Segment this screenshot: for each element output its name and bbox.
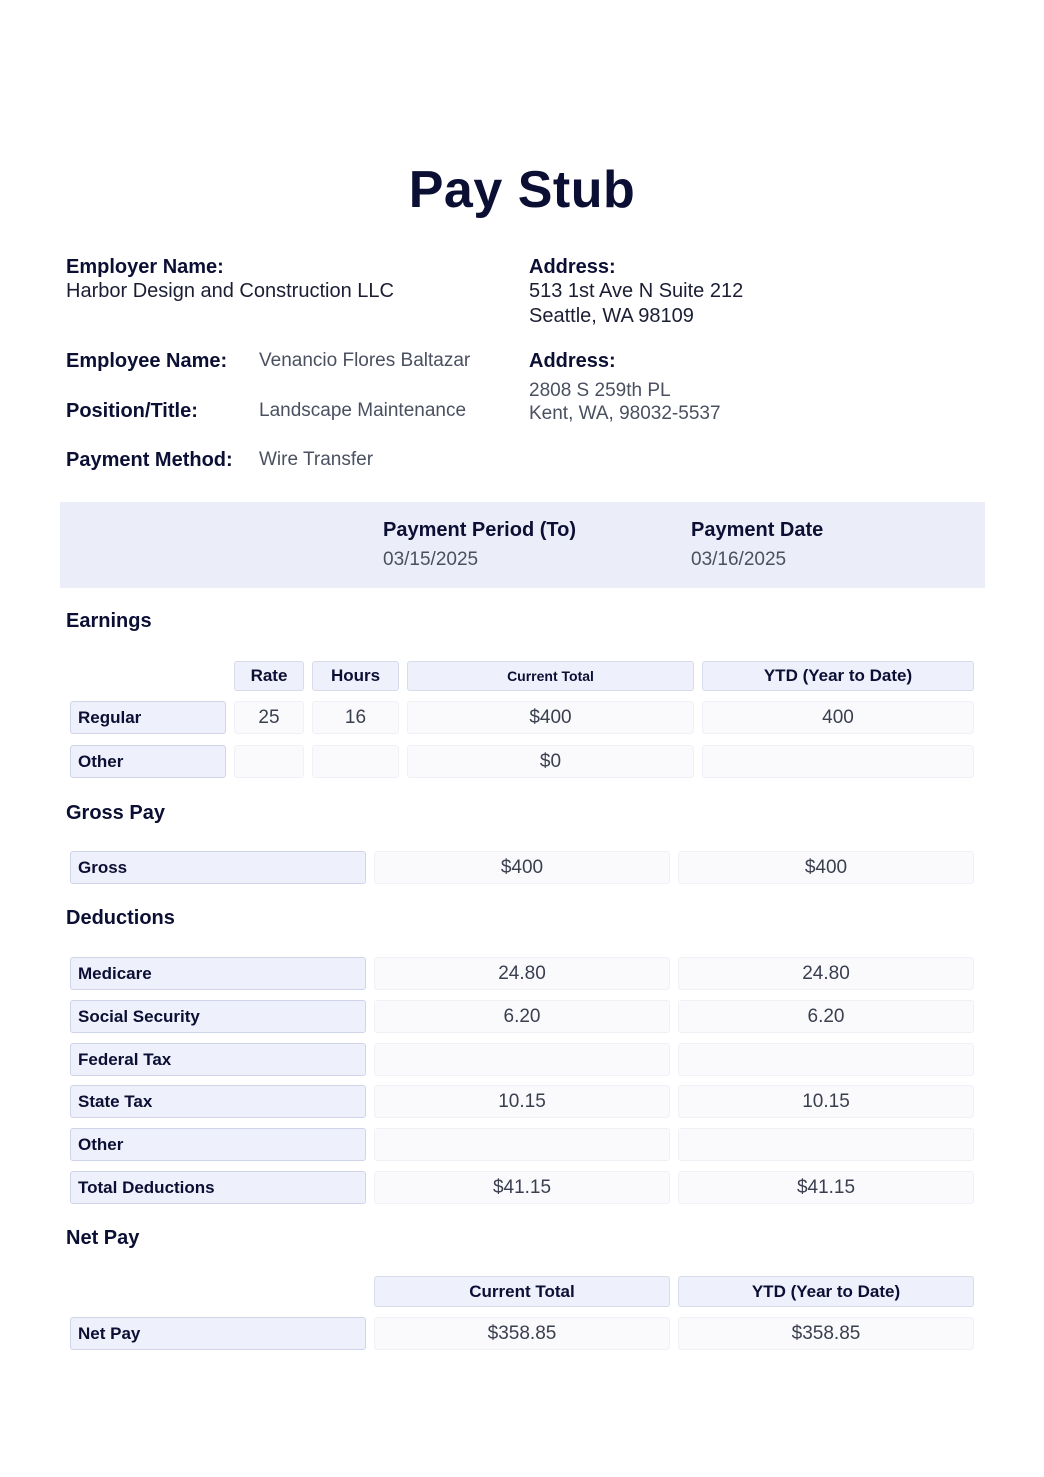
deduction-ytd-value: 6.20 [678,1000,974,1033]
earnings-heading: Earnings [66,610,152,632]
payment-method-value: Wire Transfer [259,449,374,470]
earnings-hours-value: 16 [312,701,399,734]
net-pay-row-label: Net Pay [70,1317,366,1350]
total-deductions-ytd-value: $41.15 [678,1171,974,1204]
deduction-current-value: 10.15 [374,1085,670,1118]
deduction-current-value [374,1043,670,1076]
payment-period-band [60,502,985,588]
earnings-rate-value [234,745,304,778]
earnings-row-label: Regular [70,701,226,734]
employee-address-label: Address: [529,350,616,372]
employee-name-value: Venancio Flores Baltazar [259,350,471,371]
gross-row-label: Gross [70,851,366,884]
net-header-current-total: Current Total [374,1276,670,1307]
gross-pay-heading: Gross Pay [66,802,165,824]
employee-address-line2: Kent, WA, 98032-5537 [529,403,721,424]
net-pay-heading: Net Pay [66,1227,140,1249]
page-title: Pay Stub [408,161,636,219]
deduction-row-label: State Tax [70,1085,366,1118]
deduction-ytd-value [678,1128,974,1161]
total-deductions-label: Total Deductions [70,1171,366,1204]
employer-address-line1: 513 1st Ave N Suite 212 [529,280,744,302]
employee-address-line1: 2808 S 259th PL [529,380,671,401]
gross-current-value: $400 [374,851,670,884]
deduction-ytd-value [678,1043,974,1076]
position-value: Landscape Maintenance [259,400,467,421]
deduction-ytd-value: 10.15 [678,1085,974,1118]
earnings-hours-value [312,745,399,778]
employee-name-label: Employee Name: [66,350,228,372]
earnings-header-rate: Rate [234,661,304,691]
employer-address-line2: Seattle, WA 98109 [529,305,694,327]
deductions-heading: Deductions [66,907,175,929]
earnings-header-ytd: YTD (Year to Date) [702,661,974,691]
employer-address-label: Address: [529,256,616,278]
deduction-row-label: Federal Tax [70,1043,366,1076]
employer-name-label: Employer Name: [66,256,224,278]
net-pay-current-value: $358.85 [374,1317,670,1350]
deduction-current-value: 6.20 [374,1000,670,1033]
total-deductions-current-value: $41.15 [374,1171,670,1204]
deduction-current-value [374,1128,670,1161]
earnings-header-current-total: Current Total [407,661,694,691]
earnings-current-value: $400 [407,701,694,734]
earnings-ytd-value [702,745,974,778]
payment-date-value: 03/16/2025 [691,549,787,570]
position-label: Position/Title: [66,400,198,422]
earnings-ytd-value: 400 [702,701,974,734]
employer-name-value: Harbor Design and Construction LLC [66,280,394,302]
net-header-ytd: YTD (Year to Date) [678,1276,974,1307]
payment-date-label: Payment Date [691,519,824,541]
payment-method-label: Payment Method: [66,449,233,471]
deduction-current-value: 24.80 [374,957,670,990]
deduction-row-label: Other [70,1128,366,1161]
payment-period-value: 03/15/2025 [383,549,479,570]
earnings-rate-value: 25 [234,701,304,734]
net-pay-ytd-value: $358.85 [678,1317,974,1350]
deduction-row-label: Medicare [70,957,366,990]
deduction-ytd-value: 24.80 [678,957,974,990]
deduction-row-label: Social Security [70,1000,366,1033]
payment-period-label: Payment Period (To) [383,519,576,541]
earnings-header-hours: Hours [312,661,399,691]
gross-ytd-value: $400 [678,851,974,884]
earnings-current-value: $0 [407,745,694,778]
earnings-row-label: Other [70,745,226,778]
